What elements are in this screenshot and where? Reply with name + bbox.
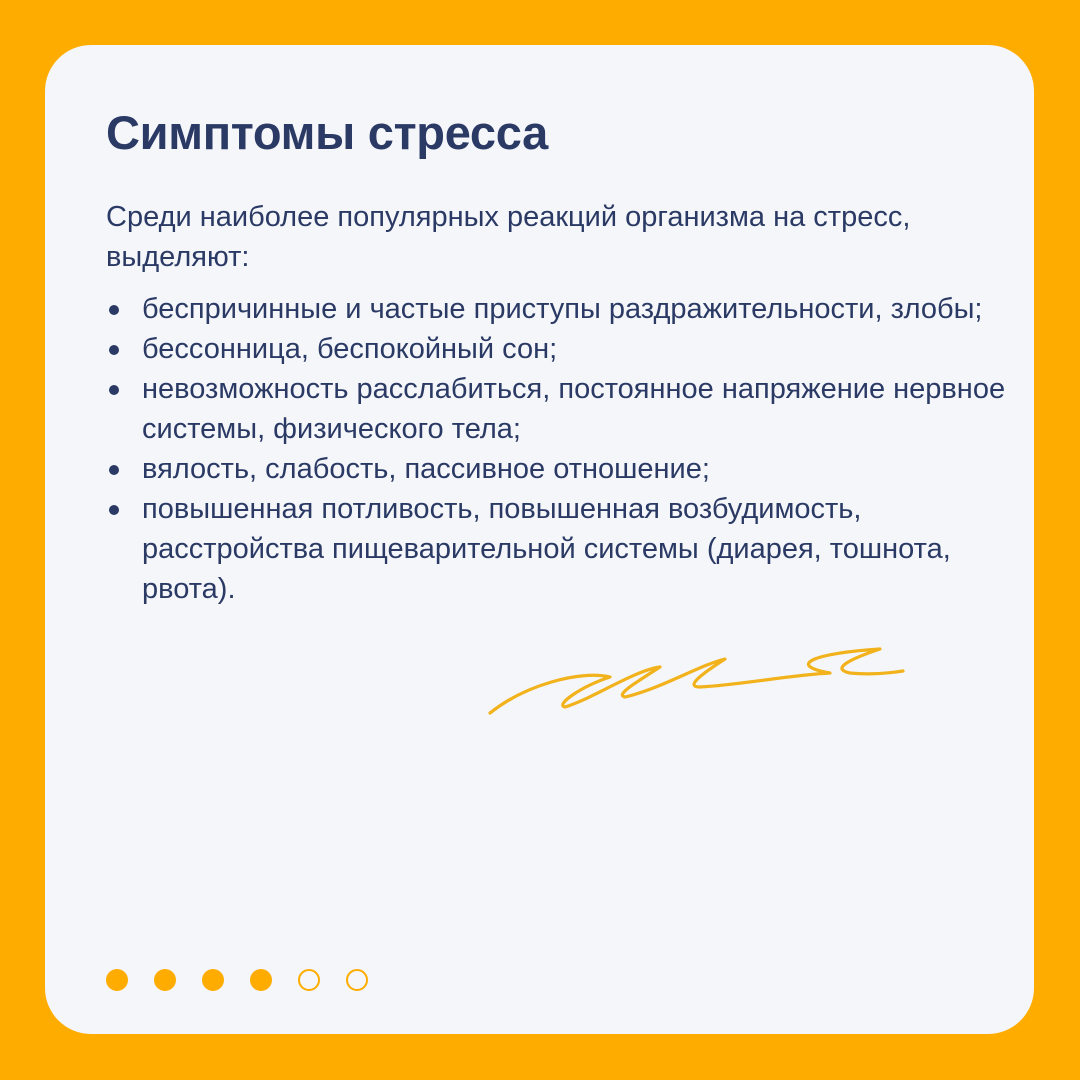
list-item (106, 489, 1006, 609)
list-item-text: вялость, слабость, пассивное отношение; (142, 453, 710, 485)
page-dot-filled[interactable] (202, 969, 224, 991)
list-item-text: бессонница, беспокойный сон; (142, 333, 558, 365)
page-dot-filled[interactable] (250, 969, 272, 991)
list-item (106, 369, 1006, 449)
bullet-icon (109, 345, 119, 355)
page-dot-empty[interactable] (346, 969, 368, 991)
list-item-text: повышенная потливость, повышенная возбудимость, расстройства пищеварительной системы (диарея, тошнота, рвота). (142, 493, 951, 605)
page-dot-filled[interactable] (154, 969, 176, 991)
list-item (106, 289, 1006, 329)
scribble-squiggle-icon (485, 645, 915, 725)
page-dot-empty[interactable] (298, 969, 320, 991)
intro-text: Среди наиболее популярных реакций организма на стресс, выделяют: (106, 201, 911, 273)
symptom-list (106, 289, 1006, 609)
bullet-icon (109, 465, 119, 475)
bullet-icon (109, 305, 119, 315)
list-item-text: беспричинные и частые приступы раздражительности, злобы; (142, 293, 983, 325)
content-card (45, 45, 1034, 1034)
list-item (106, 449, 1006, 489)
page-dot-filled[interactable] (106, 969, 128, 991)
list-item-text: невозможность расслабиться, постоянное напряжение нервное системы, физического тела; (142, 373, 1006, 445)
list-item (106, 329, 1006, 369)
bullet-icon (109, 505, 119, 515)
pagination-dots (106, 969, 368, 991)
bullet-icon (109, 385, 119, 395)
slide-title: Симптомы стресса (106, 106, 549, 159)
